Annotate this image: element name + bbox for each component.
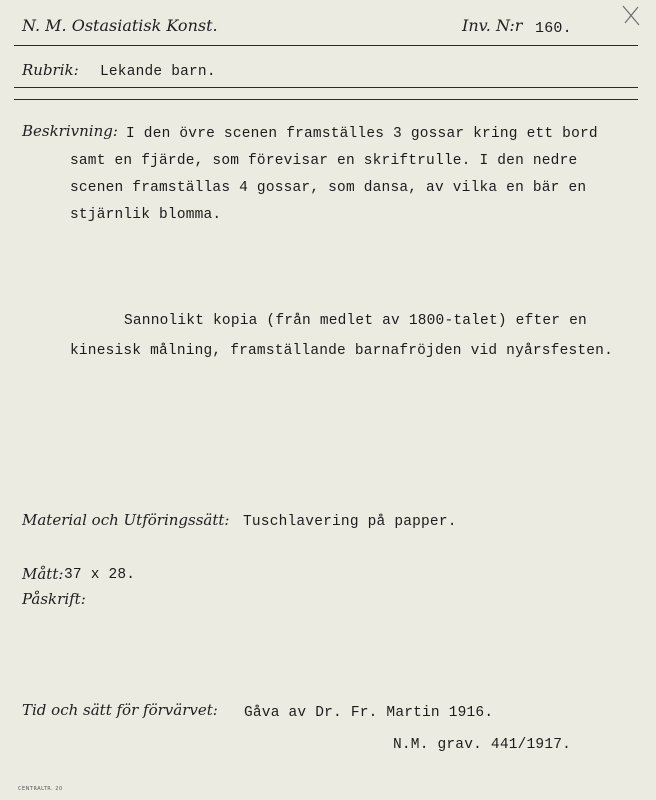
pencil-x-mark-icon (620, 4, 642, 28)
header-rule (14, 45, 638, 46)
forvarv-value: Gåva av Dr. Fr. Martin 1916. (244, 705, 494, 721)
matt-label: Mått: (22, 565, 64, 583)
inventory-label: Inv. N:r (462, 16, 523, 35)
matt-value: 37 x 28. (64, 567, 136, 583)
rubrik-rule-bottom (14, 99, 638, 100)
beskrivning-note (70, 306, 613, 366)
rubrik-rule-top (14, 87, 638, 88)
rubrik-value: Lekande barn. (100, 64, 216, 80)
note-line: kinesisk målning, framställande barnafröjden vid nyårsfesten. (70, 343, 613, 359)
material-label: Material och Utföringssätt: (22, 511, 230, 529)
museum-name: N. M. Ostasiatisk Konst. (22, 16, 218, 35)
beskrivning-text (70, 121, 598, 229)
rubrik-label: Rubrik: (22, 61, 79, 79)
beskrivning-line: stjärnlik blomma. (70, 207, 222, 223)
beskrivning-line: samt en fjärde, som förevisar en skriftrulle. I den nedre (70, 153, 578, 169)
printer-mark: CENTRALTR. 20 (18, 786, 63, 792)
forvarv-reference: N.M. grav. 441/1917. (393, 737, 572, 753)
note-line: Sannolikt kopia (från medlet av 1800-talet) efter en (124, 313, 587, 329)
material-value: Tuschlavering på papper. (243, 514, 457, 530)
forvarv-label: Tid och sätt för förvärvet: (22, 701, 218, 719)
beskrivning-line: scenen framställas 4 gossar, som dansa, av vilka en bär en (70, 180, 587, 196)
beskrivning-line: I den övre scenen framställes 3 gossar kring ett bord (126, 126, 598, 142)
paskrift-label: Påskrift: (22, 590, 86, 608)
beskrivning-label: Beskrivning: (22, 122, 118, 140)
inventory-number: 160. (535, 20, 572, 37)
